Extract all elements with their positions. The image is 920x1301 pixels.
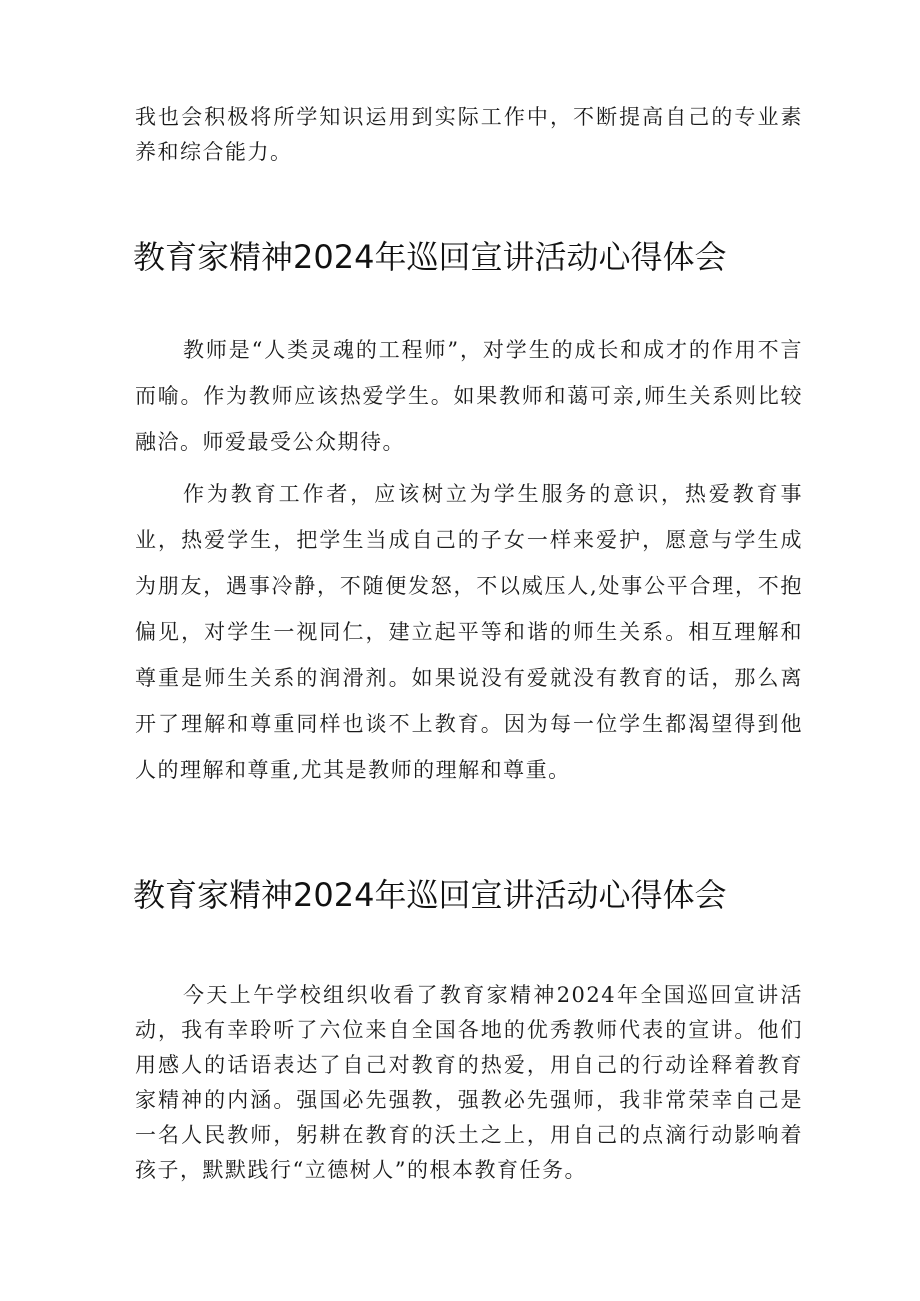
section-heading-1: 教育家精神2024年巡回宣讲活动心得体会 <box>133 238 727 276</box>
section-heading-2: 教育家精神2024年巡回宣讲活动心得体会 <box>133 876 727 914</box>
paragraph-continued: 我也会积极将所学知识运用到实际工作中，不断提高自己的专业素养和综合能力。 <box>135 105 803 164</box>
paragraph-educator-duty: 作为教育工作者，应该树立为学生服务的意识，热爱教育事业，热爱学生，把学生当成自己的子女一样来爱护，愿意与学生成为朋友，遇事冷静，不随便发怒，不以威压人,处事公平合理，不抱偏见，对学生一视同仁，建立起平等和谐的师生关系。相互理解和尊重是师生关系的润滑剂。如果说没有爱就没有教育的话，那么离开了理解和尊重同样也谈不上教育。因为每一位学生都渴望得到他人的理解和尊重,尤其是教师的理解和尊重。 <box>135 482 803 782</box>
paragraph-teacher-role: 教师是“人类灵魂的工程师”，对学生的成长和成才的作用不言而喻。作为教师应该热爱学生。如果教师和蔼可亲,师生关系则比较融洽。师爱最受公众期待。 <box>135 338 803 454</box>
paragraph-lecture-reflection: 今天上午学校组织收看了教育家精神2024年全国巡回宣讲活动，我有幸聆听了六位来自全国各地的优秀教师代表的宣讲。他们用感人的话语表达了自己对教育的热爱，用自己的行动诠释着教育家精神的内涵。强国必先强教，强教必先强师，我非常荣幸自己是一名人民教师，躬耕在教育的沃土之上，用自己的点滴行动影响着孩子，默默践行“立德树人”的根本教育任务。 <box>135 983 803 1182</box>
